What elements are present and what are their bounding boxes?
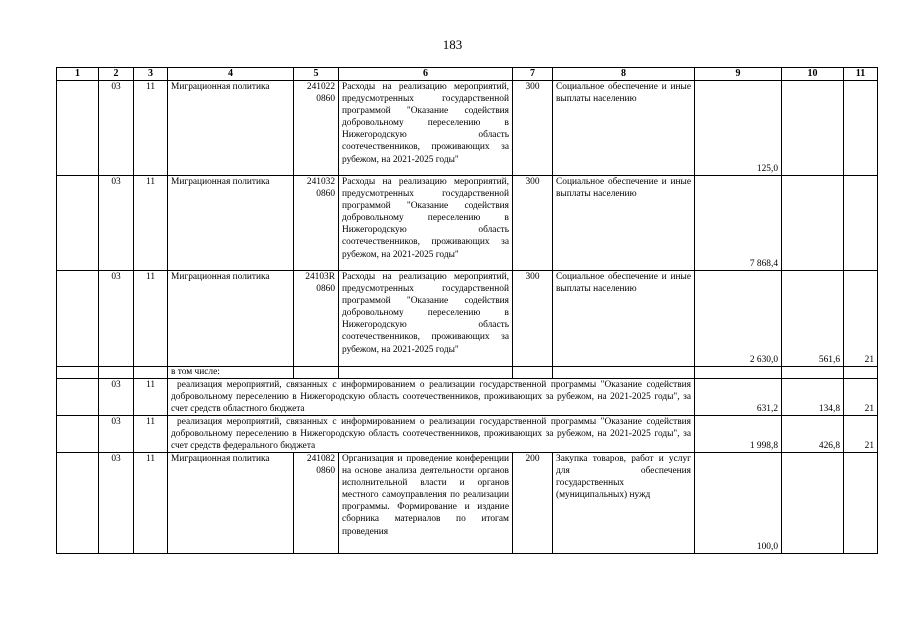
cell-amount: 125,0 xyxy=(695,81,782,176)
cell-col1 xyxy=(57,176,99,271)
table-row xyxy=(57,453,878,554)
header-cell: 4 xyxy=(168,68,294,81)
cell-description: Расходы на реализацию мероприятий, предусмотренных государственной программой "Оказание содействия добровольному переселению в Нижегородскую область соотечественников, проживающих за рубежом, на 2021-2025 годы" xyxy=(339,176,513,271)
cell-target-code: 24103R 0860 xyxy=(294,271,339,367)
cell-amount: 2 630,0 xyxy=(695,271,782,367)
cell-amount-2 xyxy=(782,81,844,176)
header-cell: 7 xyxy=(513,68,553,81)
table-row xyxy=(57,81,878,176)
header-row xyxy=(57,68,878,81)
header-cell: 11 xyxy=(844,68,878,81)
cell-percent xyxy=(844,453,878,554)
cell-section: 03 xyxy=(99,176,134,271)
cell-name: Миграционная политика xyxy=(168,453,294,554)
cell-section: 03 xyxy=(99,416,134,453)
cell-expense-type: 300 xyxy=(513,81,553,176)
page-number: 183 xyxy=(442,37,463,52)
cell-section: 03 xyxy=(99,453,134,554)
cell-subsection: 11 xyxy=(134,81,168,176)
cell-subsection: 11 xyxy=(134,453,168,554)
header-cell: 5 xyxy=(294,68,339,81)
header-cell: 2 xyxy=(99,68,134,81)
cell-amount: 7 868,4 xyxy=(695,176,782,271)
sub-row xyxy=(57,416,878,453)
cell-subsection: 11 xyxy=(134,271,168,367)
header-cell: 8 xyxy=(553,68,695,81)
header-cell: 9 xyxy=(695,68,782,81)
header-cell: 10 xyxy=(782,68,844,81)
header-cell: 1 xyxy=(57,68,99,81)
cell-name: Миграционная политика xyxy=(168,271,294,367)
header-cell: 6 xyxy=(339,68,513,81)
cell-col1 xyxy=(57,416,99,453)
sub-row-text: реализация мероприятий, связанных с информированием о реализации государственной программы "Оказание содействия добровольному переселению в Нижегородскую область соотечественников, проживающих за рубежом, на 2021-2025 годы", за счет средств федерального бюджета xyxy=(168,416,695,453)
cell-name: Миграционная политика xyxy=(168,81,294,176)
cell-col1 xyxy=(57,81,99,176)
cell-expense-name: Закупка товаров, работ и услуг для обеспечения государственных (муниципальных) нужд xyxy=(553,453,695,554)
cell-expense-name: Социальное обеспечение и иные выплаты населению xyxy=(553,271,695,367)
cell-percent xyxy=(844,81,878,176)
cell-amount-2 xyxy=(782,176,844,271)
cell-name: Миграционная политика xyxy=(168,176,294,271)
cell-percent xyxy=(844,176,878,271)
cell-expense-name: Социальное обеспечение и иные выплаты населению xyxy=(553,176,695,271)
cell-amount-2: 561,6 xyxy=(782,271,844,367)
cell-subsection: 11 xyxy=(134,379,168,416)
cell-section: 03 xyxy=(99,379,134,416)
cell-description: Организация и проведение конференции на основе анализа деятельности органов исполнительной власти и органов местного самоуправления по реализации программы. Формирование и издание сборника материалов по итогам проведения xyxy=(339,453,513,554)
cell-expense-type: 200 xyxy=(513,453,553,554)
including-row xyxy=(57,367,878,379)
cell-col1 xyxy=(57,453,99,554)
cell-percent: 21 xyxy=(844,271,878,367)
table-row xyxy=(57,271,878,367)
sub-row-text: реализация мероприятий, связанных с информированием о реализации государственной программы "Оказание содействия добровольному переселению в Нижегородскую область соотечественников, проживающих за рубежом, на 2021-2025 годы", за счет средств областного бюджета xyxy=(168,379,695,416)
cell-expense-name: Социальное обеспечение и иные выплаты населению xyxy=(553,81,695,176)
cell-amount: 100,0 xyxy=(695,453,782,554)
cell-target-code: 241022 0860 xyxy=(294,81,339,176)
cell-subsection: 11 xyxy=(134,416,168,453)
cell-amount: 1 998,8 xyxy=(695,416,782,453)
cell-section: 03 xyxy=(99,81,134,176)
cell-amount-2: 426,8 xyxy=(782,416,844,453)
cell-percent: 21 xyxy=(844,416,878,453)
cell-description: Расходы на реализацию мероприятий, предусмотренных государственной программой "Оказание содействия добровольному переселению в Нижегородскую область соотечественников, проживающих за рубежом, на 2021-2025 годы" xyxy=(339,81,513,176)
sub-row xyxy=(57,379,878,416)
header-cell: 3 xyxy=(134,68,168,81)
budget-table xyxy=(56,67,878,554)
cell-percent: 21 xyxy=(844,379,878,416)
cell-amount-2 xyxy=(782,453,844,554)
cell-amount-2: 134,8 xyxy=(782,379,844,416)
cell-amount: 631,2 xyxy=(695,379,782,416)
cell-target-code: 241082 0860 xyxy=(294,453,339,554)
cell-section: 03 xyxy=(99,271,134,367)
cell-subsection: 11 xyxy=(134,176,168,271)
cell-target-code: 241032 0860 xyxy=(294,176,339,271)
including-label: в том числе: xyxy=(168,367,294,379)
cell-expense-type: 300 xyxy=(513,271,553,367)
cell-col1 xyxy=(57,271,99,367)
cell-col1 xyxy=(57,379,99,416)
table-row xyxy=(57,176,878,271)
cell-expense-type: 300 xyxy=(513,176,553,271)
cell-description: Расходы на реализацию мероприятий, предусмотренных государственной программой "Оказание содействия добровольному переселению в Нижегородскую область соотечественников, проживающих за рубежом, на 2021-2025 годы" xyxy=(339,271,513,367)
